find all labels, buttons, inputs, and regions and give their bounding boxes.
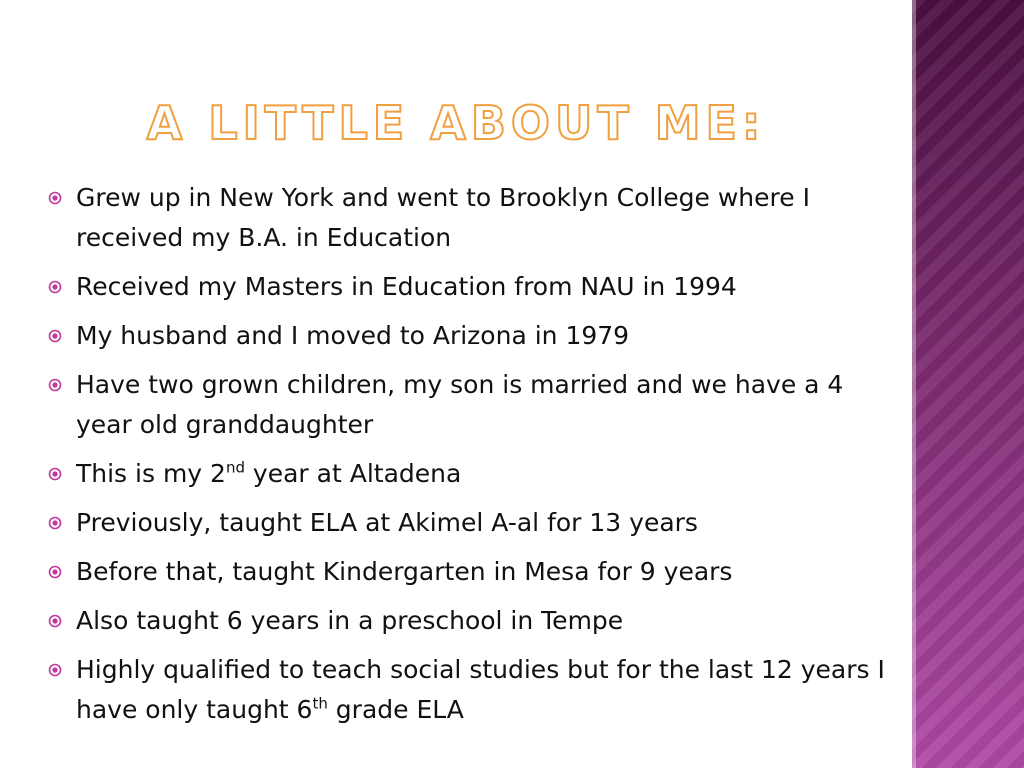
decorative-side-band	[912, 0, 1024, 768]
bullet-text: Previously, taught ELA at Akimel A-al for 13 years	[76, 508, 698, 537]
bullet-text-post: year at Altadena	[244, 459, 462, 488]
bullet-text: Before that, taught Kindergarten in Mesa for 9 years	[76, 557, 733, 586]
circle-dot-bullet-icon	[48, 329, 62, 343]
bullet-item	[44, 454, 904, 494]
bullet-text: My husband and I moved to Arizona in 1979	[76, 321, 630, 350]
bullet-item	[44, 178, 904, 258]
bullet-text-post: grade ELA	[327, 695, 464, 724]
circle-dot-bullet-icon	[48, 565, 62, 579]
circle-dot-bullet-icon	[48, 280, 62, 294]
side-band-edge	[912, 0, 916, 768]
bullet-text: Grew up in New York and went to Brooklyn College where I received my B.A. in Education	[76, 183, 810, 252]
bullet-text-pre: Highly qualified to teach social studies but for the last 12 years I have only taught 6	[76, 655, 885, 724]
bullet-item	[44, 601, 904, 641]
circle-dot-bullet-icon	[48, 663, 62, 677]
bullet-list	[44, 178, 904, 739]
ordinal-suffix: th	[312, 694, 328, 713]
bullet-text: Received my Masters in Education from NAU in 1994	[76, 272, 737, 301]
circle-dot-bullet-icon	[48, 516, 62, 530]
ordinal-suffix: nd	[225, 458, 245, 477]
side-band-stripes	[912, 0, 1024, 768]
circle-dot-bullet-icon	[48, 378, 62, 392]
bullet-item	[44, 503, 904, 543]
circle-dot-bullet-icon	[48, 191, 62, 205]
bullet-item	[44, 650, 904, 730]
bullet-item	[44, 267, 904, 307]
slide-title: A LITTLE ABOUT ME:	[146, 96, 766, 150]
circle-dot-bullet-icon	[48, 614, 62, 628]
bullet-text-pre: This is my 2	[76, 459, 226, 488]
bullet-item	[44, 552, 904, 592]
bullet-item	[44, 365, 904, 445]
bullet-item	[44, 316, 904, 356]
bullet-text: Also taught 6 years in a preschool in Tempe	[76, 606, 624, 635]
bullet-text: Have two grown children, my son is married and we have a 4 year old granddaughter	[76, 370, 844, 439]
circle-dot-bullet-icon	[48, 467, 62, 481]
